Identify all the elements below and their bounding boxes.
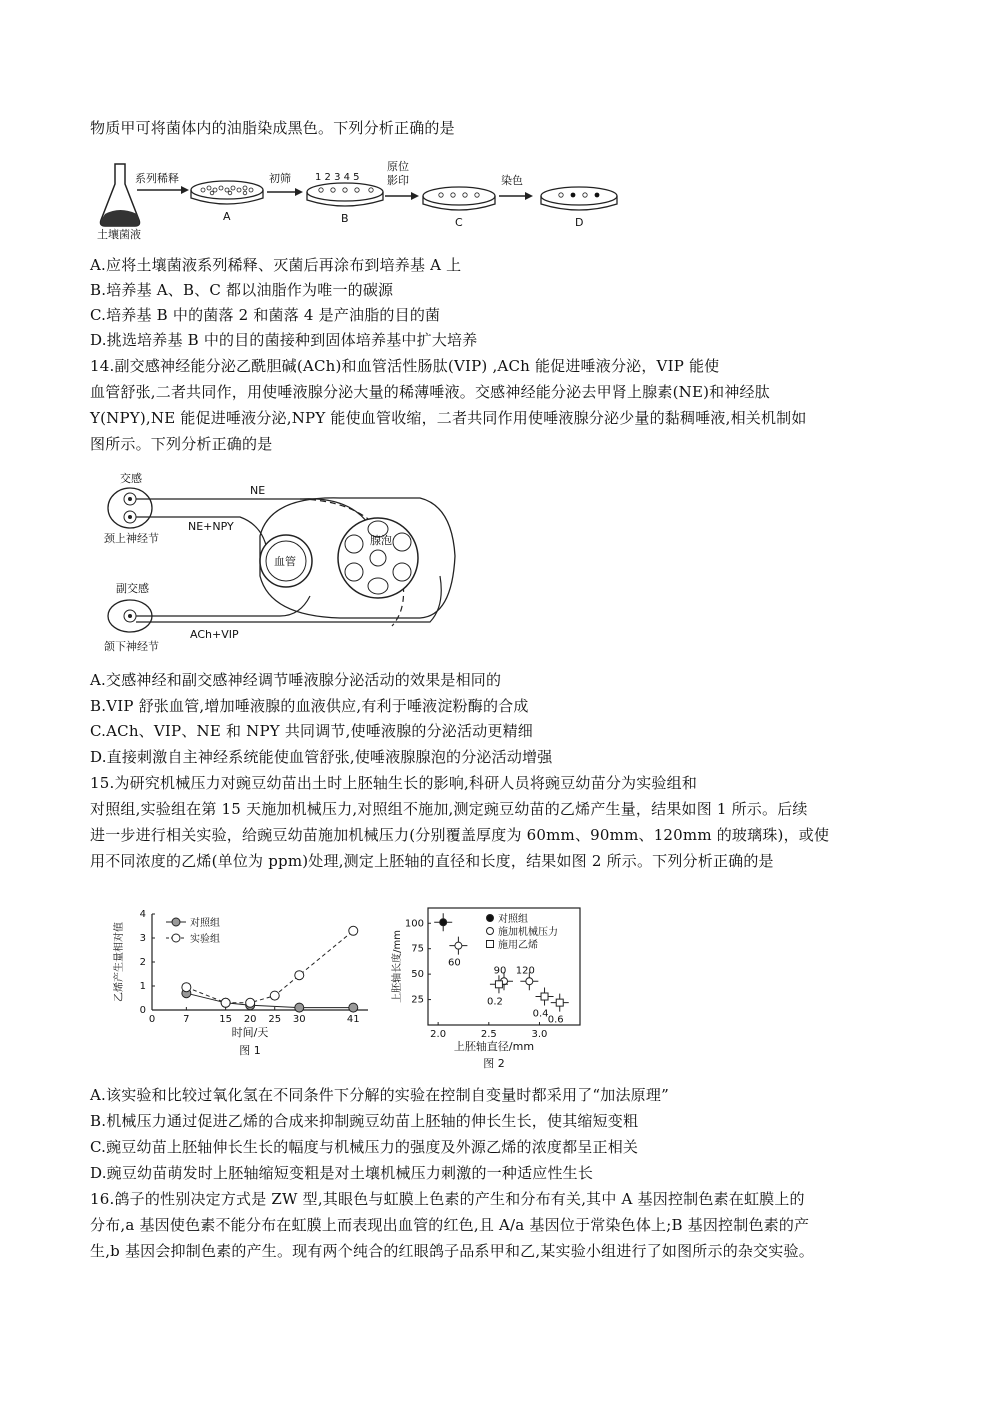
step-label: 染色: [501, 174, 523, 187]
y-tick-label: 0: [139, 1005, 146, 1016]
ganglion-label: 颌下神经节: [104, 640, 159, 653]
legend-marker: [487, 915, 494, 922]
acinus: [338, 518, 418, 598]
option-c: C.培养基 B 中的菌落 2 和菌落 4 是产油脂的目的菌: [90, 306, 441, 324]
data-label: 0.2: [486, 996, 503, 1008]
y-tick-label: 2: [139, 957, 146, 968]
legend-marker: [487, 928, 494, 935]
culture-screening-figure: [95, 152, 625, 242]
option-d: D.挑选培养基 B 中的目的菌接种到固体培养基中扩大培养: [90, 331, 478, 349]
option-d: D.直接刺激自主神经系统能使血管舒张,使唾液腺腺泡的分泌活动增强: [90, 748, 553, 766]
data-point: [495, 981, 502, 988]
data-point: [221, 998, 230, 1007]
flask-icon: [101, 164, 140, 226]
legend-label: 对照组: [498, 914, 528, 925]
colony-numbers: 1 2 3 4 5: [315, 172, 360, 183]
data-label: 120: [515, 965, 535, 977]
option-a: A.交感神经和副交感神经调节唾液腺分泌活动的效果是相同的: [90, 671, 502, 689]
chart-ethylene: [110, 900, 380, 1075]
option-d: D.豌豆幼苗萌发时上胚轴缩短变粗是对土壤机械压力刺激的一种适应性生长: [90, 1164, 594, 1182]
x-axis-label: 时间/天: [231, 1026, 269, 1039]
legend-label: 实验组: [190, 934, 220, 945]
legend-label: 对照组: [190, 918, 220, 929]
x-tick-label: 30: [292, 1014, 306, 1025]
y-tick-label: 75: [411, 943, 424, 955]
x-tick-label: 15: [219, 1014, 233, 1025]
chart-caption: 图 2: [483, 1057, 505, 1070]
x-tick-label: 25: [268, 1014, 282, 1025]
question-text: 分布,a 基因使色素不能分布在虹膜上而表现出血管的红色,且 A/a 基因位于常染色体上;B 基因控制色素的产: [90, 1216, 810, 1234]
y-tick-label: 3: [139, 933, 146, 944]
svg-text:腺泡: 腺泡: [370, 534, 392, 547]
data-label: 0.6: [547, 1014, 564, 1026]
plate-a: [191, 181, 263, 204]
sympathetic-label: 交感: [120, 472, 142, 485]
x-tick-label: 2.0: [430, 1029, 447, 1040]
blood-vessel: [260, 535, 312, 587]
legend-label: 施用乙烯: [498, 940, 538, 951]
option-a: A.该实验和比较过氧化氢在不同条件下分解的实验在控制自变量时都采用了“加法原理”: [90, 1086, 669, 1104]
plate-c: [423, 187, 495, 210]
chart-caption: 图 1: [239, 1044, 261, 1057]
data-point: [541, 993, 548, 1000]
data-label: 0.4: [532, 1008, 549, 1020]
step-label: 系列稀释: [135, 172, 179, 185]
x-tick-label: 0: [148, 1014, 156, 1025]
data-point: [349, 1003, 358, 1012]
plate-d: [541, 187, 617, 210]
option-a: A.应将土壤菌液系列稀释、灭菌后再涂布到培养基 A 上: [90, 256, 462, 274]
nerve-diagram: [100, 466, 460, 656]
step-label: 初筛: [269, 172, 291, 185]
parasympathetic-label: 副交感: [116, 582, 149, 595]
ach-vip-label: ACh+VIP: [190, 628, 239, 641]
question-text: 图所示。下列分析正确的是: [90, 435, 273, 453]
legend-marker: [487, 941, 494, 948]
question-text: 血管舒张,二者共同作，用使唾液腺分泌大量的稀薄唾液。交感神经能分泌去甲肾上腺素(NE)和神经肽: [90, 383, 770, 401]
data-label: 90: [493, 965, 507, 977]
question-text: 用不同浓度的乙烯(单位为 ppm)处理,测定上胚轴的直径和长度，结果如图 2 所示。下列分析正确的是: [90, 852, 774, 870]
x-tick-label: 2.5: [480, 1029, 497, 1040]
x-tick-label: 20: [243, 1014, 257, 1025]
data-point: [556, 999, 563, 1006]
data-point: [440, 919, 447, 926]
y-axis-label: 上胚轴长度/mm: [392, 930, 403, 1003]
step-label: 影印: [387, 174, 409, 187]
question-text: 14.副交感神经能分泌乙酰胆碱(ACh)和血管活性肠肽(VIP) ,ACh 能促进唾液分泌，VIP 能使: [90, 357, 720, 375]
data-point: [246, 998, 255, 1007]
text-line: 物质甲可将菌体内的油脂染成黑色。下列分析正确的是: [90, 119, 455, 137]
plate-b-label: B: [341, 212, 349, 225]
data-point: [295, 971, 304, 980]
plate-c-label: C: [455, 216, 463, 229]
data-point: [182, 983, 191, 992]
y-tick-label: 1: [139, 981, 146, 992]
question-text: 生,b 基因会抑制色素的产生。现有两个纯合的红眼鸽子品系甲和乙,某实验小组进行了如图所示的杂交实验。: [90, 1242, 814, 1260]
option-b: B.VIP 舒张血管,增加唾液腺的血液供应,有利于唾液淀粉酶的合成: [90, 697, 529, 715]
question-text: 15.为研究机械压力对豌豆幼苗出土时上胚轴生长的影响,科研人员将豌豆幼苗分为实验组和: [90, 774, 698, 792]
x-tick-label: 41: [346, 1014, 360, 1025]
data-point: [526, 978, 533, 985]
chart-epicotyl: [390, 900, 590, 1075]
option-c: C.豌豆幼苗上胚轴伸长生长的幅度与机械压力的强度及外源乙烯的浓度都呈正相关: [90, 1138, 639, 1156]
option-c: C.ACh、VIP、NE 和 NPY 共同调节,使唾液腺的分泌活动更精细: [90, 722, 534, 740]
option-b: B.机械压力通过促进乙烯的合成来抑制豌豆幼苗上胚轴的伸长生长，使其缩短变粗: [90, 1112, 639, 1130]
question-text: Y(NPY),NE 能促进唾液分泌,NPY 能使血管收缩，二者共同作用使唾液腺分泌少量的黏稠唾液,相关机制如: [90, 409, 807, 427]
data-point: [270, 991, 279, 1000]
legend-marker: [172, 918, 180, 926]
ne-label: NE: [250, 484, 266, 497]
ne-npy-label: NE+NPY: [188, 520, 234, 533]
question-text: 对照组,实验组在第 15 天施加机械压力,对照组不施加,测定豌豆幼苗的乙烯产生量，结果如图 1 所示。后续: [90, 800, 808, 818]
question-text: 进一步进行相关实验，给豌豆幼苗施加机械压力(分别覆盖厚度为 60mm、90mm、120mm 的玻璃珠)，或使: [90, 826, 830, 844]
y-tick-label: 4: [139, 909, 146, 920]
legend-label: 施加机械压力: [498, 927, 558, 938]
x-tick-label: 3.0: [531, 1029, 548, 1040]
data-point: [349, 926, 358, 935]
ganglion-label: 颈上神经节: [104, 532, 159, 545]
question-text: 16.鸽子的性别决定方式是 ZW 型,其眼色与虹膜上色素的产生和分布有关,其中 A 基因控制色素在虹膜上的: [90, 1190, 805, 1208]
data-point: [455, 942, 462, 949]
step-label: 原位: [387, 160, 409, 173]
y-tick-label: 50: [411, 969, 424, 981]
y-axis-label: 乙烯产生量相对值: [114, 922, 125, 1002]
data-label: 60: [448, 957, 461, 969]
plate-b: [307, 183, 383, 206]
data-point: [295, 1003, 304, 1012]
plate-a-label: A: [223, 210, 231, 223]
x-tick-label: 7: [183, 1014, 190, 1025]
y-tick-label: 100: [404, 918, 424, 930]
legend-marker: [172, 934, 180, 942]
plate-d-label: D: [575, 216, 584, 229]
x-axis-label: 上胚轴直径/mm: [453, 1040, 535, 1053]
y-tick-label: 25: [411, 994, 424, 1006]
svg-text:血管: 血管: [274, 555, 296, 568]
option-b: B.培养基 A、B、C 都以油脂作为唯一的碳源: [90, 281, 394, 299]
flask-label: 土壤菌液: [97, 228, 141, 241]
